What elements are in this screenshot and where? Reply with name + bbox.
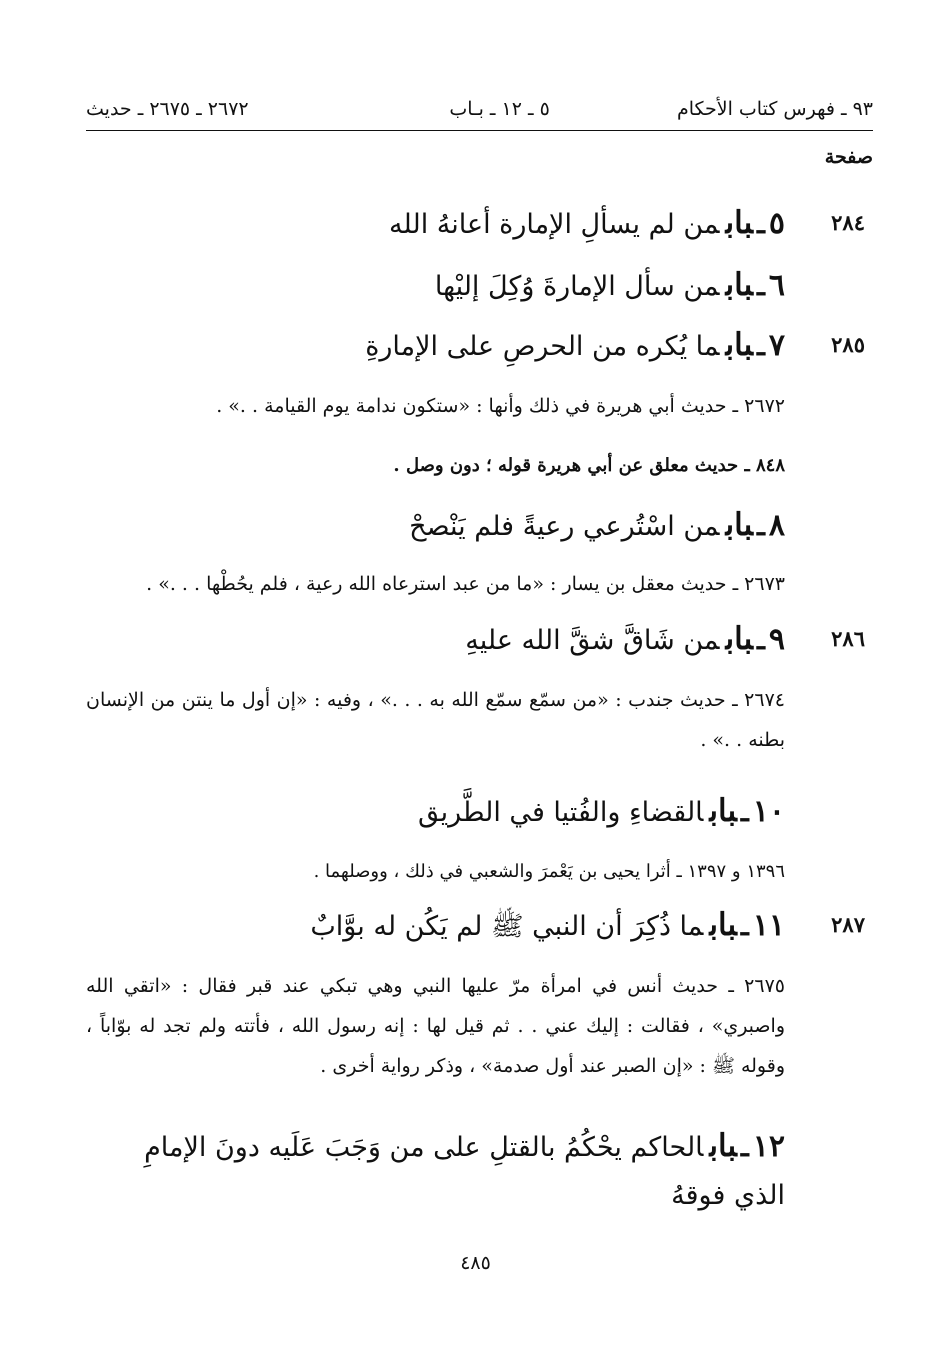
chapter-heading-9 — [86, 620, 785, 660]
chapter-heading-8 — [86, 506, 785, 546]
chapter-word: باب — [725, 205, 753, 241]
chapter-word: باب — [709, 793, 737, 829]
page-number-284: ٢٨٤ — [831, 210, 865, 235]
chapter-title: الحاكم يحْكُمُ بالقتلِ على من وَجَبَ عَلَيه دونَ الإمامِ الذي فوقهُ — [144, 1132, 785, 1211]
chapter-title: ما يُكره من الحرصِ على الإمارةِ — [365, 331, 720, 362]
page-number-286: ٢٨٦ — [831, 626, 865, 651]
page-column-label: صفحة — [824, 146, 873, 168]
chapter-dash: ـ — [740, 1132, 749, 1163]
chapter-dash: ـ — [740, 911, 749, 942]
chapter-word: باب — [709, 1128, 737, 1164]
chapter-heading-7 — [86, 326, 785, 366]
chapter-heading-6 — [86, 266, 785, 306]
hadith-entry-2672: ٢٦٧٢ ـ حديث أبي هريرة في ذلك وأنها : «ستكون ندامة يوم القيامة . .» . — [216, 395, 785, 417]
hadith-entry-2673: ٢٦٧٣ ـ حديث معقل بن يسار : «ما من عبد استرعاه الله رعية ، فلم يحُطْها . . .» . — [146, 573, 785, 595]
chapter-number: ٩ — [768, 622, 785, 657]
muallaq-entry-848: ٨٤٨ ـ حديث معلق عن أبي هريرة قوله ؛ دون وصل . — [393, 455, 785, 476]
chapter-number: ١٠ — [752, 794, 785, 829]
chapter-number: ٦ — [768, 268, 785, 303]
chapter-dash: ـ — [756, 511, 765, 542]
chapter-dash: ـ — [756, 625, 765, 656]
running-header — [86, 96, 873, 131]
page-number-287: ٢٨٧ — [831, 912, 865, 937]
chapter-title: القضاءِ والفُتيا في الطَّريق — [418, 797, 704, 828]
chapter-word: باب — [725, 621, 753, 657]
chapter-heading-11 — [86, 906, 785, 946]
chapter-title: من لم يسألِ الإمارة أعانهُ الله — [389, 209, 720, 240]
chapter-word: باب — [725, 267, 753, 303]
hadith-entry-2675: ٢٦٧٥ ـ حديث أنس في امرأة مرّ عليها النبي وهي تبكي عند قبر فقال : «اتقي الله واصبري» ، فقالت : إليك عني . . ثم قيل لها : إنه رسول الله ، فأتته ولم تجد له بوّاباً ، وقوله ﷺ : «إن الصبر عند أول صدمة» ، وذكر رواية أخرى . — [86, 975, 785, 1077]
chapter-number: ١٢ — [752, 1129, 785, 1164]
header-hadith-range: ٢٦٧٢ ـ ٢٦٧٥ ـ حديث — [86, 98, 249, 120]
chapter-heading-12 — [86, 1122, 785, 1220]
header-bab-range: ٥ ـ ١٢ ـ بـاب — [449, 98, 550, 120]
header-book-title: ٩٣ ـ فهرس كتاب الأحكام — [676, 98, 873, 120]
chapter-dash: ـ — [756, 331, 765, 362]
chapter-title: من شَاقَّ شقَّ الله عليهِ — [465, 625, 720, 656]
chapter-heading-5 — [86, 204, 785, 244]
chapter-dash: ـ — [756, 271, 765, 302]
page-folio-number: ٤٨٥ — [460, 1252, 491, 1274]
chapter-number: ٨ — [768, 508, 785, 543]
chapter-title: ما ذُكِرَ أن النبي ﷺ لم يَكُن له بوَّابٌ — [310, 911, 704, 942]
chapter-title: من اسْتُرعي رعيةً فلم يَنْصحْ — [409, 511, 720, 542]
chapter-heading-10 — [86, 792, 785, 832]
chapter-number: ٧ — [768, 328, 785, 363]
chapter-dash: ـ — [756, 209, 765, 240]
hadith-entry-2674: ٢٦٧٤ ـ حديث جندب : «من سمّع سمّع الله به . . .» ، وفيه : «إن أول ما ينتن من الإنسان بطنه . .» . — [86, 689, 785, 751]
chapter-word: باب — [709, 907, 737, 943]
chapter-number: ٥ — [768, 206, 785, 241]
athar-entry-1396-1397: ١٣٩٦ و ١٣٩٧ ـ أثرا يحيى بن يَعْمرَ والشعبي في ذلك ، ووصلهما . — [313, 861, 785, 882]
chapter-word: باب — [725, 507, 753, 543]
chapter-word: باب — [725, 327, 753, 363]
page-number-285: ٢٨٥ — [831, 332, 865, 357]
chapter-number: ١١ — [752, 908, 785, 943]
chapter-dash: ـ — [740, 797, 749, 828]
chapter-title: من سأل الإمارةَ وُكِلَ إليْها — [434, 271, 720, 302]
